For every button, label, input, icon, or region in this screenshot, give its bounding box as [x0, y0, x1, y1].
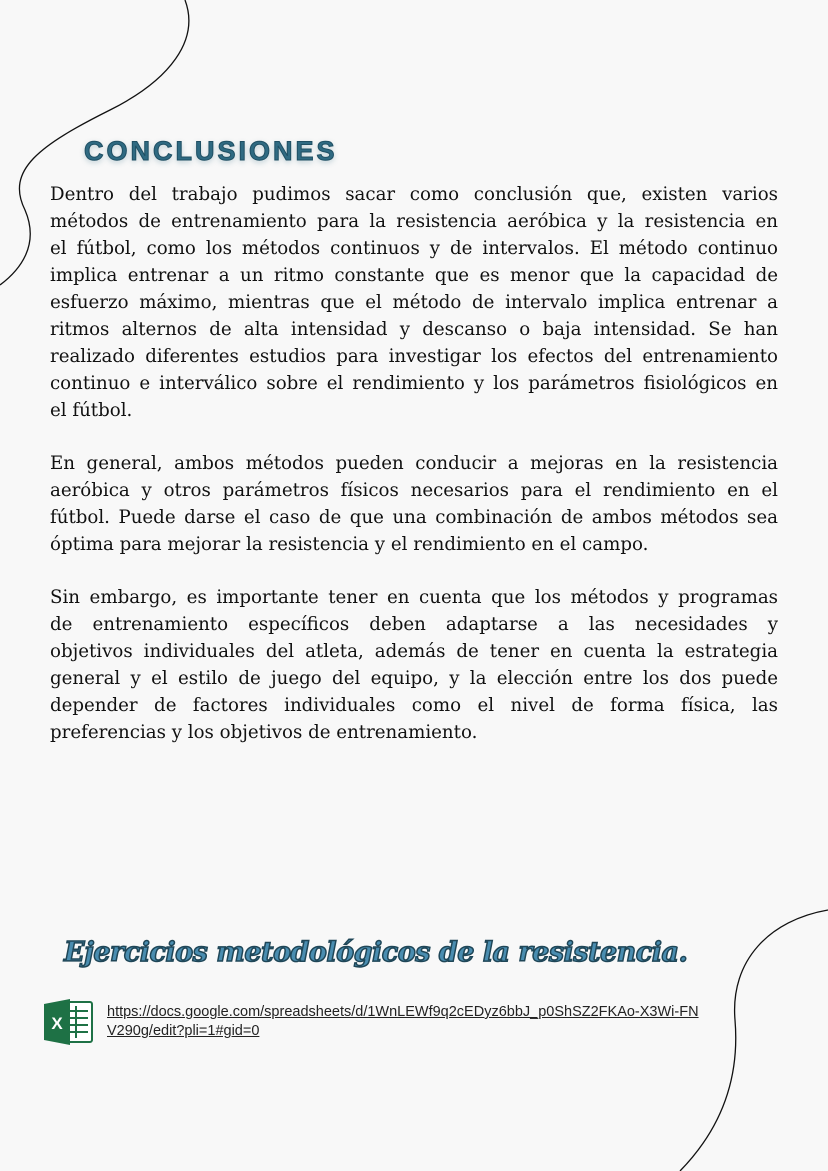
text-line: implica entrenar a un ritmo constante que es menor que la capacidad de [50, 265, 778, 286]
text-line: esfuerzo máximo, mientras que el método de intervalo implica entrenar a [50, 292, 778, 313]
text-line: aeróbica y otros parámetros físicos necesarios para el rendimiento en el [50, 480, 778, 501]
text-line: el fútbol, como los métodos continuos y de intervalos. El método continuo [50, 238, 778, 259]
excel-icon [42, 996, 94, 1048]
text-line: métodos de entrenamiento para la resistencia aeróbica y la resistencia en [50, 211, 778, 232]
text-line: Dentro del trabajo pudimos sacar como conclusión que, existen varios [50, 184, 778, 205]
text-line: En general, ambos métodos pueden conducir a mejoras en la resistencia [50, 453, 778, 474]
conclusion-paragraph [50, 181, 778, 424]
text-line: el fútbol. [50, 400, 133, 421]
text-line: general y el estilo de juego del equipo, y la elección entre los dos puede [50, 668, 778, 689]
conclusions-heading: CONCLUSIONES [84, 136, 338, 166]
conclusion-paragraph [50, 584, 778, 746]
text-line: objetivos individuales del atleta, además de tener en cuenta la estrategia [50, 641, 778, 662]
text-line: de entrenamiento específicos deben adaptarse a las necesidades y [50, 614, 778, 635]
text-line: preferencias y los objetivos de entrenamiento. [50, 722, 478, 743]
text-line: ritmos alternos de alta intensidad y descanso o baja intensidad. Se han [50, 319, 778, 340]
conclusions-body [50, 181, 778, 772]
text-line: Sin embargo, es importante tener en cuenta que los métodos y programas [50, 587, 778, 608]
svg-text:X: X [51, 1014, 63, 1033]
exercises-heading: Ejercicios metodológicos de la resistencia. [64, 937, 688, 968]
text-line: óptima para mejorar la resistencia y el rendimiento en el campo. [50, 534, 649, 555]
text-line: continuo e interválico sobre el rendimiento y los parámetros fisiológicos en [50, 373, 778, 394]
text-line: fútbol. Puede darse el caso de que una combinación de ambos métodos sea [50, 507, 778, 528]
conclusion-paragraph [50, 450, 778, 558]
spreadsheet-link[interactable]: https://docs.google.com/spreadsheets/d/1WnLEWf9q2cEDyz6bbJ_p0ShSZ2FKAo-X3Wi-FNV290g/edit?pli=1#gid=0 [107, 1004, 699, 1039]
text-line: realizado diferentes estudios para investigar los efectos del entrenamiento [50, 346, 778, 367]
text-line: depender de factores individuales como el nivel de forma física, las [50, 695, 778, 716]
